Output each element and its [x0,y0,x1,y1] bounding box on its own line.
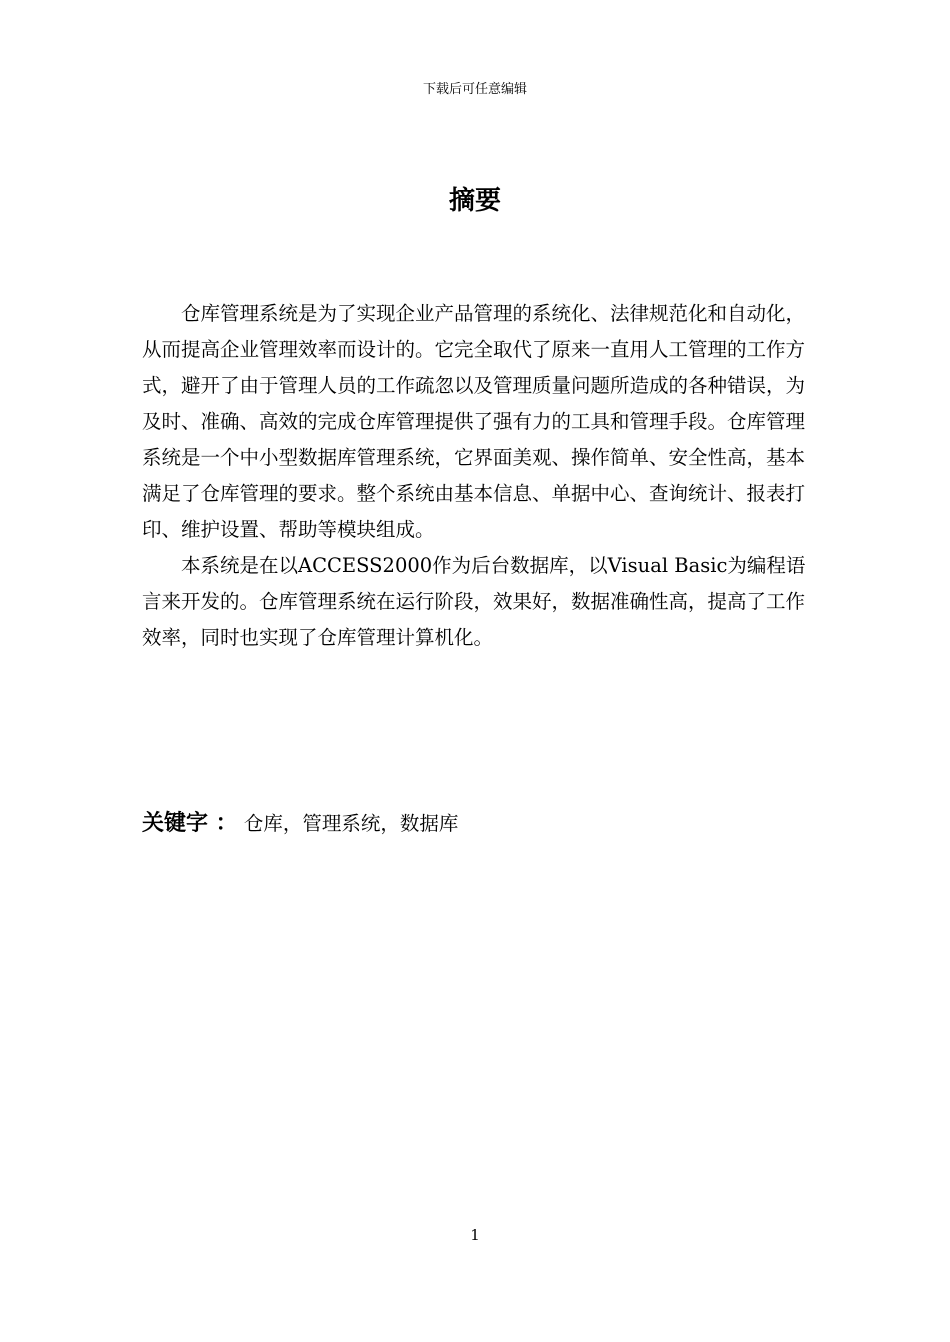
page-header-note: 下载后可任意编辑 [422,82,527,97]
abstract-paragraph-2: 本系统是在以ACCESS2000作为后台数据库，以Visual Basic为编程语言来开发的。仓库管理系统在运行阶段，效果好，数据准确性高，提高了工作效率，同时也实现了仓库管理计算机化。 [142,554,806,649]
keywords-value: 仓库，管理系统，数据库 [243,812,459,835]
keywords-line [142,806,822,842]
page-title: 摘要 [448,186,501,216]
page-number: 1 [470,1226,480,1244]
abstract-paragraph-1: 仓库管理系统是为了实现企业产品管理的系统化、法律规范化和自动化，从而提高企业管理效率而设计的。它完全取代了原来一直用人工管理的工作方式，避开了由于管理人员的工作疏忽以及管理质量问题所造成的各种错误，为及时、准确、高效的完成仓库管理提供了强有力的工具和管理手段。仓库管理系统是一个中小型数据库管理系统，它界面美观、操作简单、安全性高，基本满足了仓库管理的要求。整个系统由基本信息、单据中心、查询统计、报表打印、维护设置、帮助等模块组成。 [142,302,806,541]
abstract-body [142,296,822,656]
keywords-label: 关键字 ： [142,811,238,836]
